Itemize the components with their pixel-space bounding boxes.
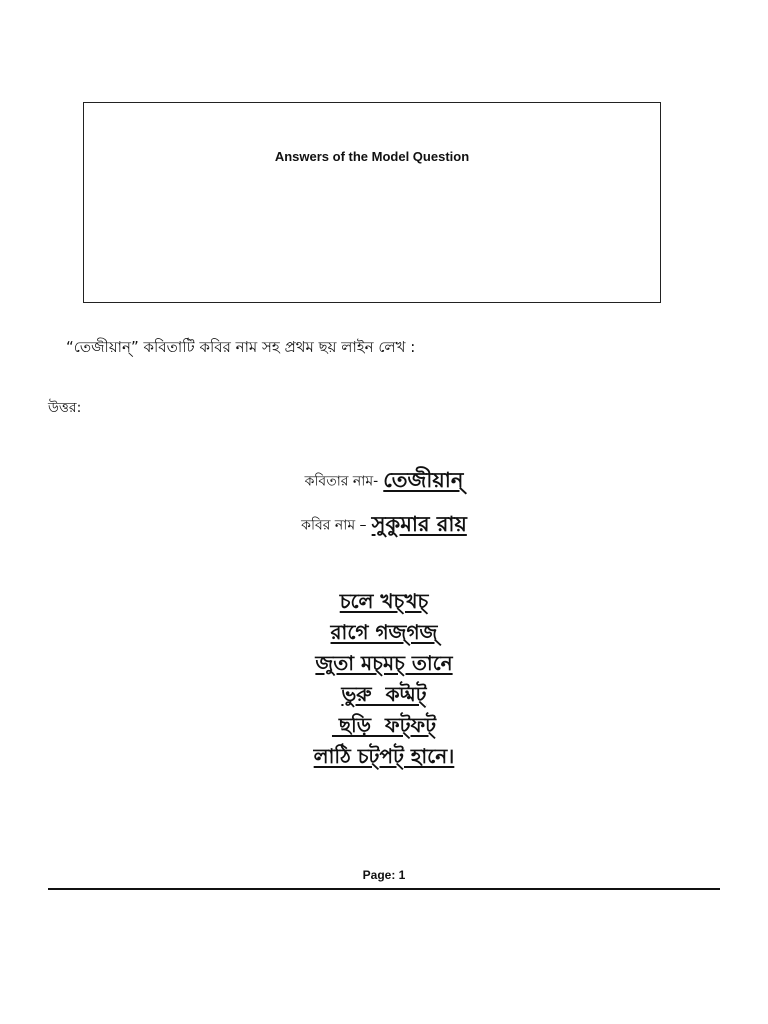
- poem-title: তেজীয়ান্: [383, 468, 464, 492]
- poet-name: সুকুমার রায়: [371, 512, 467, 536]
- poem-line: চলে খচ্খচ্: [339, 589, 429, 613]
- poem-name-line: [0, 464, 768, 499]
- poem-line: লাঠি চট্পট্ হানে।: [313, 744, 455, 768]
- document-title: Answers of the Model Question: [274, 149, 470, 164]
- poem-line: ছড়ি ফট্ফট্: [331, 713, 437, 737]
- answer-label: উত্তর:: [48, 400, 82, 416]
- poem-lines: [0, 586, 768, 772]
- poem-line: ভুরু কট্মট্: [341, 682, 427, 706]
- poem-line: জুতা মচ্মচ্ তানে: [315, 651, 453, 675]
- poet-name-line: [0, 508, 768, 543]
- question-text: “তেজীয়ান্” কবিতাটি কবির নাম সহ প্রথম ছয় লাইন লেখ :: [66, 338, 416, 356]
- poem-name-label: কবিতার নাম-: [304, 473, 379, 490]
- header-box: [83, 102, 661, 303]
- poet-name-label: কবির নাম –: [301, 517, 367, 534]
- footer-divider: [48, 888, 720, 890]
- page-number: Page: 1: [362, 868, 406, 882]
- poem-line: রাগে গজ্গজ্: [330, 620, 438, 644]
